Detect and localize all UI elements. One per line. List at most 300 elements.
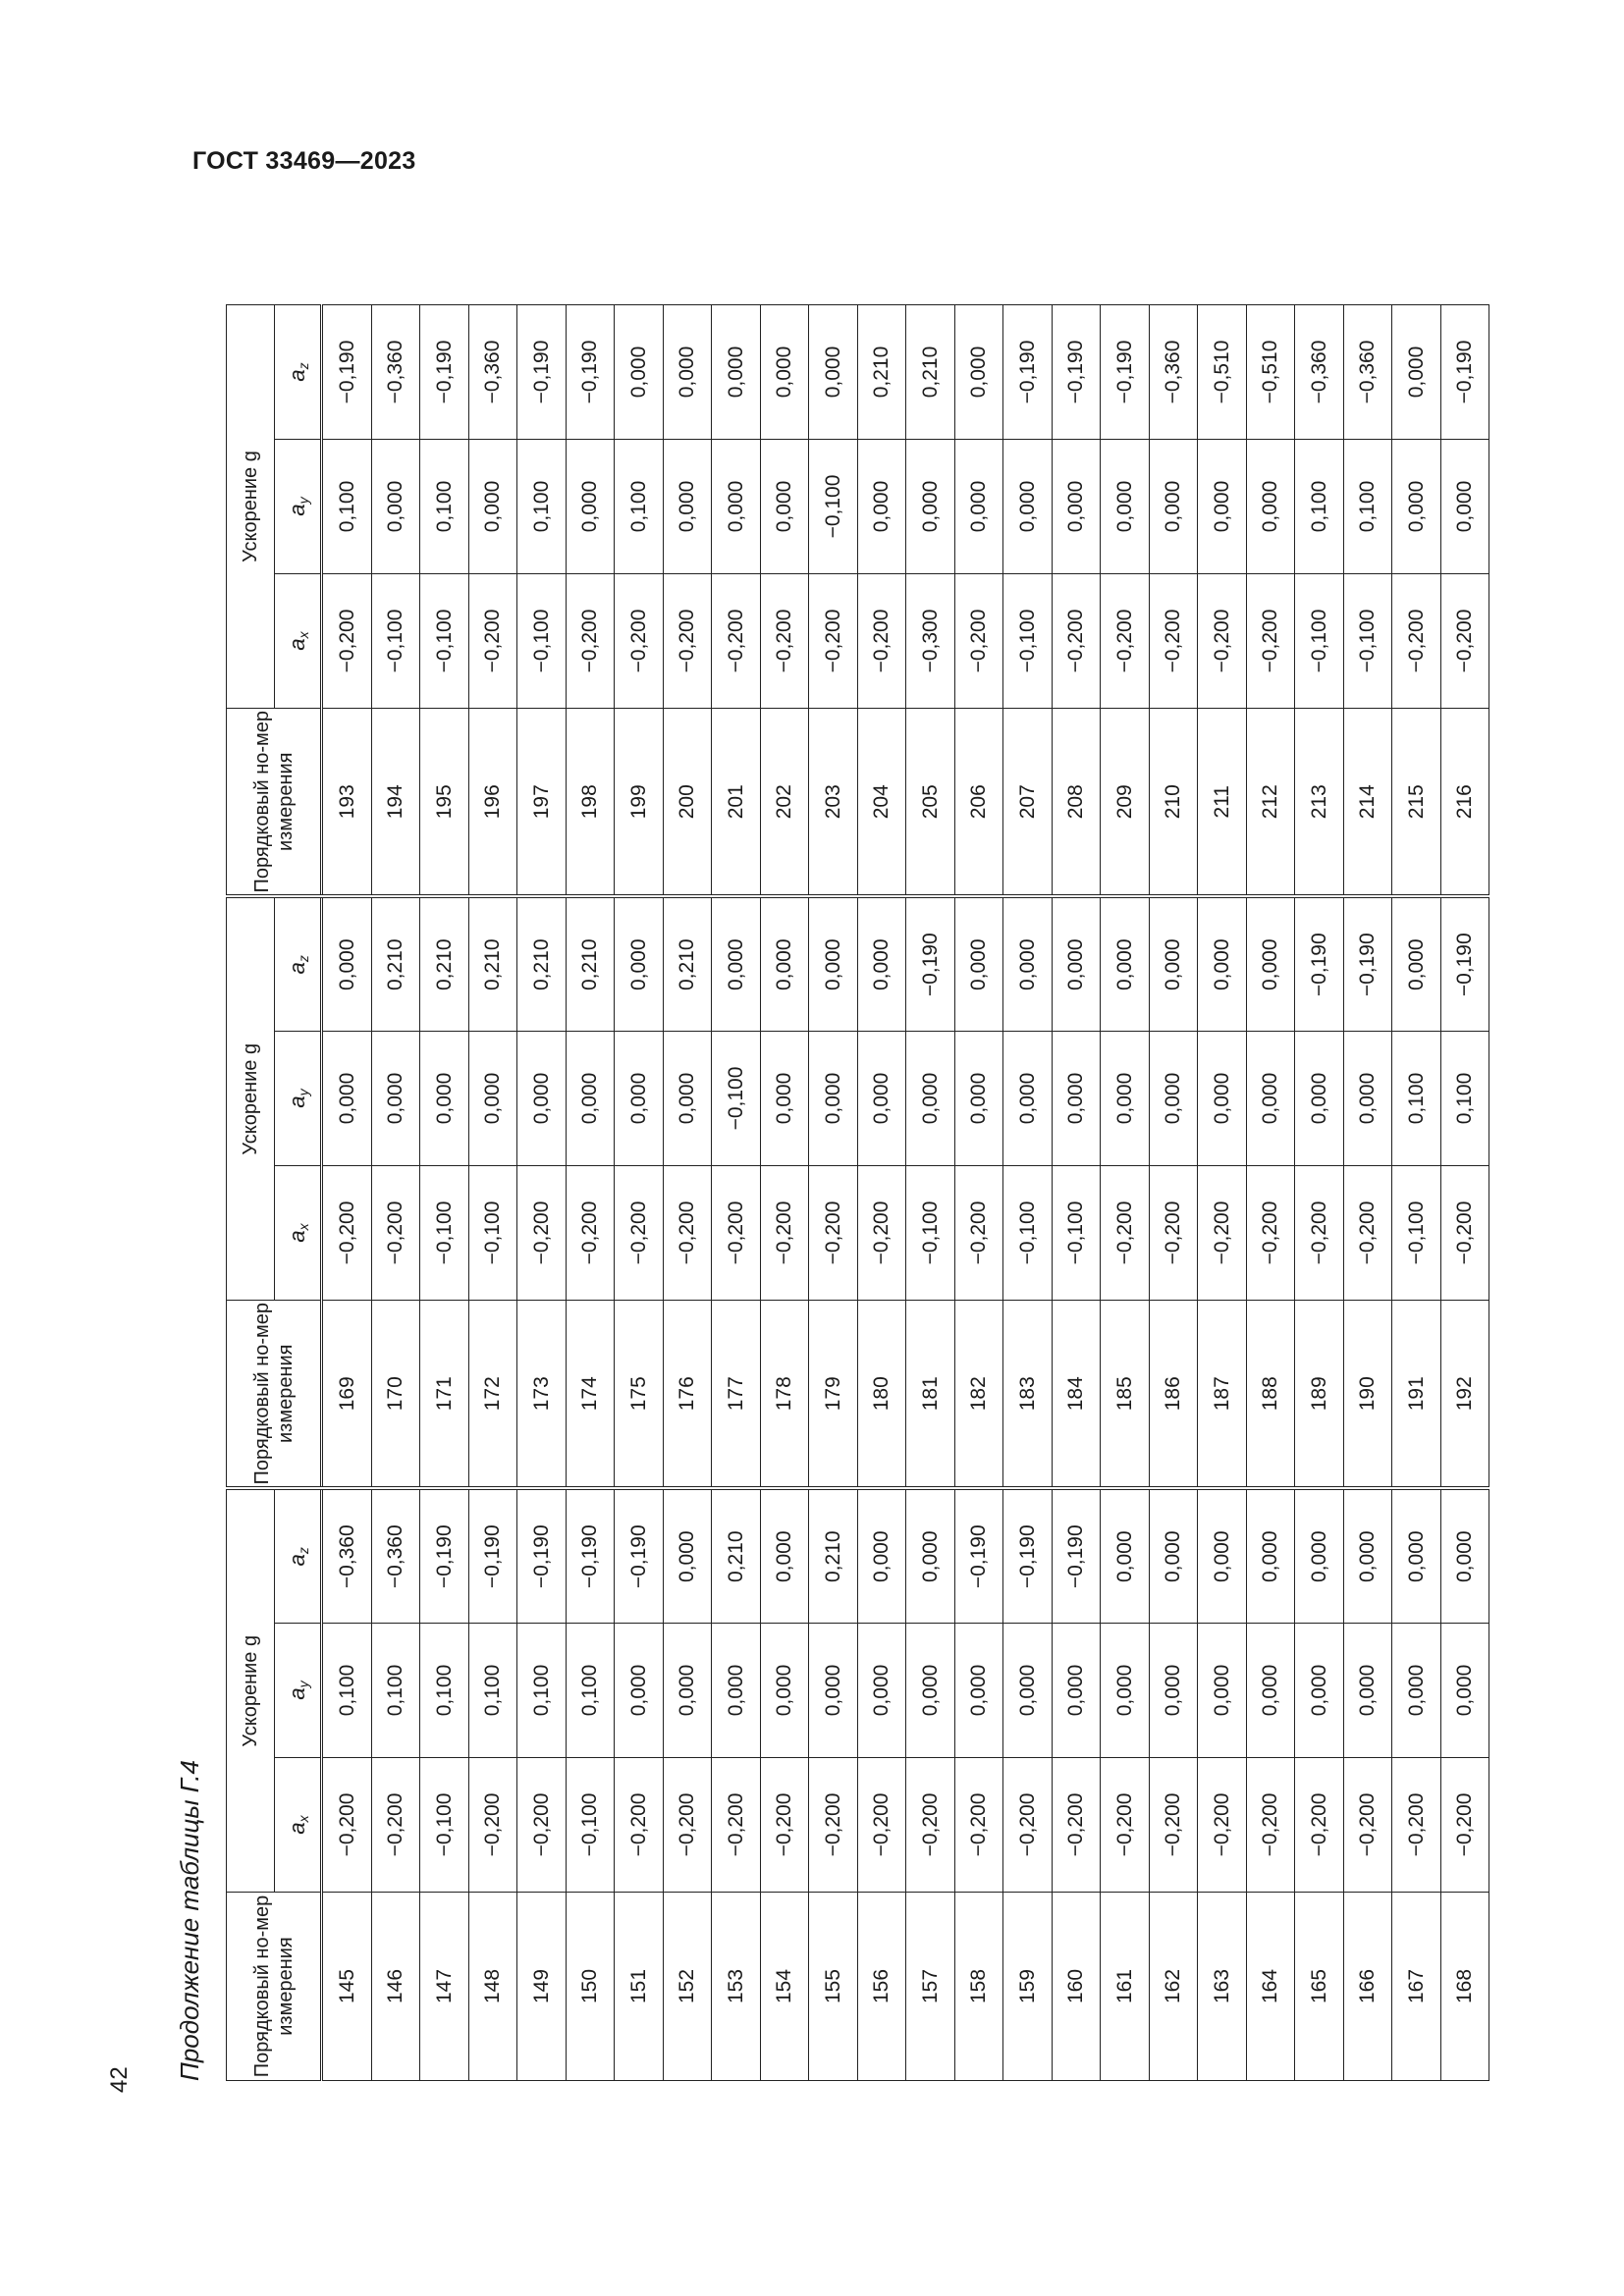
- acceleration-value-cell: 0,000: [857, 1032, 906, 1166]
- acceleration-value-cell: −0,200: [566, 574, 615, 709]
- acceleration-value-cell: 0,000: [809, 1624, 858, 1758]
- measurement-number-cell: 176: [663, 1301, 712, 1489]
- table-row: [1003, 305, 1053, 2081]
- measurement-number-cell: 204: [857, 709, 906, 897]
- header-acceleration-component: [275, 1624, 322, 1758]
- acceleration-value-cell: 0,000: [760, 1032, 809, 1166]
- measurement-number-cell: 198: [566, 709, 615, 897]
- table-row: [566, 305, 615, 2081]
- measurement-number-cell: 178: [760, 1301, 809, 1489]
- acceleration-value-cell: 0,000: [371, 1032, 420, 1166]
- acceleration-value-cell: 0,000: [663, 440, 712, 574]
- acceleration-value-cell: 0,000: [663, 1489, 712, 1624]
- acceleration-value-cell: 0,100: [1343, 440, 1392, 574]
- acceleration-value-cell: −0,190: [517, 1489, 567, 1624]
- acceleration-value-cell: −0,190: [1003, 305, 1053, 440]
- acceleration-value-cell: 0,000: [760, 1489, 809, 1624]
- acceleration-value-cell: −0,360: [1149, 305, 1198, 440]
- measurement-number-cell: 181: [906, 1301, 955, 1489]
- measurement-number-cell: 196: [468, 709, 517, 897]
- acceleration-value-cell: −0,200: [857, 1166, 906, 1301]
- measurement-number-cell: 187: [1198, 1301, 1247, 1489]
- measurement-number-cell: 185: [1101, 1301, 1150, 1489]
- measurement-number-cell: 157: [906, 1893, 955, 2081]
- acceleration-value-cell: 0,000: [468, 440, 517, 574]
- acceleration-value-cell: −0,360: [468, 305, 517, 440]
- acceleration-value-cell: −0,100: [1003, 574, 1053, 709]
- measurement-number-cell: 210: [1149, 709, 1198, 897]
- acceleration-value-cell: 0,000: [615, 305, 664, 440]
- acceleration-value-cell: −0,200: [615, 1758, 664, 1893]
- component-symbol: a: [284, 1230, 309, 1243]
- acceleration-value-cell: −0,190: [1101, 305, 1150, 440]
- acceleration-value-cell: 0,000: [1198, 440, 1247, 574]
- acceleration-value-cell: −0,300: [906, 574, 955, 709]
- acceleration-value-cell: 0,000: [954, 1032, 1003, 1166]
- acceleration-value-cell: −0,190: [566, 1489, 615, 1624]
- component-symbol: a: [284, 962, 309, 975]
- component-index: z: [295, 362, 311, 370]
- measurement-number-cell: 154: [760, 1893, 809, 2081]
- acceleration-value-cell: −0,200: [1198, 574, 1247, 709]
- acceleration-value-cell: 0,000: [1392, 305, 1441, 440]
- acceleration-value-cell: −0,200: [954, 1758, 1003, 1893]
- component-index: z: [295, 1547, 311, 1555]
- acceleration-value-cell: 0,000: [1052, 897, 1101, 1032]
- acceleration-value-cell: −0,200: [468, 1758, 517, 1893]
- acceleration-value-cell: −0,200: [760, 574, 809, 709]
- acceleration-value-cell: 0,000: [615, 1032, 664, 1166]
- table-row: [322, 305, 372, 2081]
- acceleration-value-cell: 0,000: [1295, 1489, 1344, 1624]
- acceleration-value-cell: −0,200: [371, 1166, 420, 1301]
- acceleration-value-cell: 0,000: [663, 305, 712, 440]
- measurement-number-cell: 162: [1149, 1893, 1198, 2081]
- acceleration-value-cell: 0,000: [1149, 1032, 1198, 1166]
- measurement-number-cell: 208: [1052, 709, 1101, 897]
- table-row: [954, 305, 1003, 2081]
- acceleration-value-cell: 0,000: [1392, 897, 1441, 1032]
- measurement-number-cell: 158: [954, 1893, 1003, 2081]
- acceleration-value-cell: 0,000: [1198, 1489, 1247, 1624]
- acceleration-value-cell: −0,200: [809, 1166, 858, 1301]
- acceleration-value-cell: −0,100: [809, 440, 858, 574]
- measurement-number-cell: 165: [1295, 1893, 1344, 2081]
- acceleration-value-cell: 0,210: [809, 1489, 858, 1624]
- measurement-number-cell: 164: [1246, 1893, 1295, 2081]
- measurement-number-cell: 168: [1440, 1893, 1489, 2081]
- acceleration-value-cell: 0,000: [1440, 1489, 1489, 1624]
- acceleration-value-cell: −0,200: [857, 574, 906, 709]
- acceleration-value-cell: 0,000: [1246, 1624, 1295, 1758]
- page-number: 42: [106, 2066, 133, 2093]
- acceleration-value-cell: −0,190: [420, 1489, 469, 1624]
- measurement-number-cell: 194: [371, 709, 420, 897]
- acceleration-value-cell: 0,000: [712, 897, 761, 1032]
- table-row: [1101, 305, 1150, 2081]
- table-row: [371, 305, 420, 2081]
- header-acceleration-component: [275, 305, 322, 440]
- measurement-number-cell: 163: [1198, 1893, 1247, 2081]
- acceleration-value-cell: 0,210: [663, 897, 712, 1032]
- table-row: [1149, 305, 1198, 2081]
- table-row: [1052, 305, 1101, 2081]
- measurement-number-cell: 192: [1440, 1301, 1489, 1489]
- acceleration-value-cell: −0,100: [1392, 1166, 1441, 1301]
- acceleration-value-cell: −0,200: [1052, 574, 1101, 709]
- measurement-number-cell: 174: [566, 1301, 615, 1489]
- acceleration-value-cell: −0,200: [517, 1166, 567, 1301]
- acceleration-value-cell: 0,000: [1101, 1489, 1150, 1624]
- measurement-number-cell: 188: [1246, 1301, 1295, 1489]
- acceleration-value-cell: 0,100: [615, 440, 664, 574]
- acceleration-value-cell: −0,200: [517, 1758, 567, 1893]
- component-symbol: a: [284, 1554, 309, 1567]
- acceleration-value-cell: 0,100: [1392, 1032, 1441, 1166]
- acceleration-value-cell: 0,000: [1295, 1624, 1344, 1758]
- measurement-number-cell: 172: [468, 1301, 517, 1489]
- acceleration-value-cell: 0,100: [420, 440, 469, 574]
- acceleration-value-cell: −0,200: [1149, 574, 1198, 709]
- measurement-number-cell: 214: [1343, 709, 1392, 897]
- measurement-number-cell: 215: [1392, 709, 1441, 897]
- acceleration-value-cell: 0,210: [371, 897, 420, 1032]
- table-row: [1440, 305, 1489, 2081]
- acceleration-value-cell: 0,000: [1246, 1032, 1295, 1166]
- acceleration-value-cell: 0,000: [1052, 1624, 1101, 1758]
- acceleration-value-cell: 0,000: [760, 1624, 809, 1758]
- acceleration-value-cell: 0,000: [1392, 440, 1441, 574]
- acceleration-value-cell: 0,000: [663, 1624, 712, 1758]
- acceleration-value-cell: 0,100: [1295, 440, 1344, 574]
- acceleration-value-cell: 0,100: [322, 440, 372, 574]
- acceleration-value-cell: 0,000: [1392, 1489, 1441, 1624]
- measurement-number-cell: 149: [517, 1893, 567, 2081]
- acceleration-value-cell: 0,000: [712, 1624, 761, 1758]
- measurement-number-cell: 156: [857, 1893, 906, 2081]
- measurement-number-cell: 152: [663, 1893, 712, 2081]
- acceleration-value-cell: 0,000: [712, 440, 761, 574]
- acceleration-value-cell: −0,190: [1343, 897, 1392, 1032]
- acceleration-value-cell: −0,200: [954, 574, 1003, 709]
- header-measurement-number: Порядковый но-мер измерения: [227, 1301, 322, 1489]
- acceleration-value-cell: 0,000: [1440, 1624, 1489, 1758]
- acceleration-value-cell: −0,360: [371, 305, 420, 440]
- header-acceleration-component: [275, 897, 322, 1032]
- header-acceleration-component: [275, 440, 322, 574]
- acceleration-value-cell: 0,000: [954, 440, 1003, 574]
- acceleration-value-cell: −0,190: [954, 1489, 1003, 1624]
- acceleration-value-cell: 0,000: [322, 897, 372, 1032]
- measurement-number-cell: 211: [1198, 709, 1247, 897]
- acceleration-value-cell: 0,000: [566, 440, 615, 574]
- header-acceleration-component: [275, 1032, 322, 1166]
- acceleration-value-cell: 0,000: [712, 305, 761, 440]
- measurement-number-cell: 161: [1101, 1893, 1150, 2081]
- table-body: [322, 305, 1489, 2081]
- acceleration-value-cell: 0,100: [566, 1624, 615, 1758]
- document-header: ГОСТ 33469—2023: [192, 147, 416, 175]
- acceleration-value-cell: −0,190: [1052, 1489, 1101, 1624]
- acceleration-value-cell: 0,100: [420, 1624, 469, 1758]
- acceleration-value-cell: −0,100: [1295, 574, 1344, 709]
- measurement-number-cell: 183: [1003, 1301, 1053, 1489]
- acceleration-value-cell: 0,000: [1149, 897, 1198, 1032]
- acceleration-value-cell: 0,000: [615, 1624, 664, 1758]
- component-symbol: a: [284, 638, 309, 651]
- acceleration-value-cell: 0,000: [1101, 1032, 1150, 1166]
- rotated-table-block: [106, 226, 1492, 2093]
- measurement-number-cell: 160: [1052, 1893, 1101, 2081]
- measurement-number-cell: 184: [1052, 1301, 1101, 1489]
- acceleration-value-cell: 0,100: [517, 440, 567, 574]
- measurement-number-cell: 150: [566, 1893, 615, 2081]
- acceleration-value-cell: −0,200: [1246, 574, 1295, 709]
- measurement-number-cell: 203: [809, 709, 858, 897]
- measurement-number-cell: 146: [371, 1893, 420, 2081]
- acceleration-value-cell: −0,100: [1343, 574, 1392, 709]
- header-acceleration-component: [275, 574, 322, 709]
- measurement-number-cell: 212: [1246, 709, 1295, 897]
- acceleration-value-cell: −0,190: [906, 897, 955, 1032]
- acceleration-value-cell: 0,000: [857, 897, 906, 1032]
- header-measurement-number: Порядковый но-мер измерения: [227, 709, 322, 897]
- measurement-number-cell: 170: [371, 1301, 420, 1489]
- acceleration-value-cell: −0,200: [809, 574, 858, 709]
- measurement-number-cell: 189: [1295, 1301, 1344, 1489]
- acceleration-value-cell: −0,360: [1295, 305, 1344, 440]
- component-index: x: [295, 1223, 311, 1231]
- header-measurement-number: Порядковый но-мер измерения: [227, 1893, 322, 2081]
- measurement-number-cell: 190: [1343, 1301, 1392, 1489]
- acceleration-value-cell: −0,100: [1003, 1166, 1053, 1301]
- component-index: y: [295, 1681, 311, 1688]
- acceleration-value-cell: −0,200: [371, 1758, 420, 1893]
- measurement-number-cell: 175: [615, 1301, 664, 1489]
- acceleration-value-cell: −0,100: [906, 1166, 955, 1301]
- acceleration-value-cell: 0,000: [954, 1624, 1003, 1758]
- acceleration-value-cell: 0,000: [1101, 440, 1150, 574]
- acceleration-value-cell: 0,000: [322, 1032, 372, 1166]
- acceleration-value-cell: −0,200: [1440, 574, 1489, 709]
- acceleration-value-cell: −0,200: [1198, 1758, 1247, 1893]
- acceleration-value-cell: −0,200: [712, 1758, 761, 1893]
- acceleration-value-cell: 0,000: [1149, 1489, 1198, 1624]
- acceleration-value-cell: −0,100: [712, 1032, 761, 1166]
- table-row: [857, 305, 906, 2081]
- acceleration-value-cell: 0,000: [615, 897, 664, 1032]
- acceleration-value-cell: −0,360: [322, 1489, 372, 1624]
- component-index: x: [295, 631, 311, 639]
- acceleration-value-cell: −0,190: [1440, 897, 1489, 1032]
- table-row: [663, 305, 712, 2081]
- acceleration-value-cell: −0,100: [517, 574, 567, 709]
- acceleration-value-cell: 0,000: [1101, 897, 1150, 1032]
- component-index: y: [295, 497, 311, 505]
- measurement-number-cell: 166: [1343, 1893, 1392, 2081]
- acceleration-value-cell: −0,200: [1052, 1758, 1101, 1893]
- acceleration-value-cell: −0,200: [615, 1166, 664, 1301]
- measurement-number-cell: 202: [760, 709, 809, 897]
- acceleration-value-cell: −0,190: [566, 305, 615, 440]
- acceleration-value-cell: −0,190: [322, 305, 372, 440]
- measurement-number-cell: 153: [712, 1893, 761, 2081]
- acceleration-value-cell: 0,000: [1003, 897, 1053, 1032]
- table-row: [1295, 305, 1344, 2081]
- measurement-number-cell: 148: [468, 1893, 517, 2081]
- measurement-number-cell: 207: [1003, 709, 1053, 897]
- acceleration-value-cell: 0,000: [760, 440, 809, 574]
- acceleration-value-cell: −0,200: [1149, 1758, 1198, 1893]
- table-head: [227, 305, 322, 2081]
- acceleration-value-cell: 0,210: [517, 897, 567, 1032]
- acceleration-value-cell: 0,000: [857, 1489, 906, 1624]
- acceleration-value-cell: 0,000: [954, 897, 1003, 1032]
- table-row: [468, 305, 517, 2081]
- acceleration-value-cell: −0,200: [760, 1758, 809, 1893]
- acceleration-value-cell: −0,200: [1149, 1166, 1198, 1301]
- acceleration-value-cell: 0,000: [1149, 440, 1198, 574]
- header-acceleration-group: Ускорение g: [227, 305, 275, 709]
- measurement-number-cell: 206: [954, 709, 1003, 897]
- acceleration-value-cell: −0,200: [663, 1758, 712, 1893]
- acceleration-value-cell: −0,190: [1052, 305, 1101, 440]
- acceleration-value-cell: 0,000: [1198, 897, 1247, 1032]
- acceleration-value-cell: −0,190: [468, 1489, 517, 1624]
- table-row: [1198, 305, 1247, 2081]
- acceleration-value-cell: −0,200: [1246, 1758, 1295, 1893]
- acceleration-value-cell: 0,210: [566, 897, 615, 1032]
- acceleration-value-cell: −0,200: [1440, 1166, 1489, 1301]
- component-index: z: [295, 955, 311, 963]
- measurement-number-cell: 182: [954, 1301, 1003, 1489]
- acceleration-value-cell: 0,000: [1052, 440, 1101, 574]
- acceleration-value-cell: −0,200: [954, 1166, 1003, 1301]
- acceleration-value-cell: 0,000: [1003, 440, 1053, 574]
- acceleration-value-cell: 0,100: [517, 1624, 567, 1758]
- acceleration-value-cell: 0,000: [1003, 1624, 1053, 1758]
- acceleration-value-cell: −0,200: [1392, 1758, 1441, 1893]
- measurement-number-cell: 177: [712, 1301, 761, 1489]
- acceleration-value-cell: 0,000: [1052, 1032, 1101, 1166]
- measurement-number-cell: 167: [1392, 1893, 1441, 2081]
- acceleration-value-cell: 0,100: [371, 1624, 420, 1758]
- acceleration-value-cell: −0,200: [760, 1166, 809, 1301]
- table-row: [420, 305, 469, 2081]
- acceleration-value-cell: 0,210: [468, 897, 517, 1032]
- acceleration-value-cell: −0,100: [566, 1758, 615, 1893]
- acceleration-value-cell: −0,190: [517, 305, 567, 440]
- acceleration-value-cell: −0,200: [809, 1758, 858, 1893]
- acceleration-value-cell: 0,100: [468, 1624, 517, 1758]
- acceleration-value-cell: −0,190: [1295, 897, 1344, 1032]
- acceleration-value-cell: −0,200: [1343, 1758, 1392, 1893]
- table-row: [1392, 305, 1441, 2081]
- acceleration-value-cell: −0,200: [468, 574, 517, 709]
- acceleration-value-cell: −0,200: [1392, 574, 1441, 709]
- acceleration-value-cell: −0,510: [1246, 305, 1295, 440]
- acceleration-value-cell: −0,190: [1003, 1489, 1053, 1624]
- acceleration-value-cell: 0,000: [760, 305, 809, 440]
- acceleration-value-cell: 0,000: [566, 1032, 615, 1166]
- acceleration-value-cell: −0,100: [1052, 1166, 1101, 1301]
- acceleration-value-cell: 0,000: [857, 1624, 906, 1758]
- acceleration-value-cell: 0,000: [1003, 1032, 1053, 1166]
- acceleration-value-cell: −0,200: [566, 1166, 615, 1301]
- acceleration-value-cell: 0,210: [857, 305, 906, 440]
- acceleration-value-cell: 0,000: [1392, 1624, 1441, 1758]
- acceleration-value-cell: 0,000: [1149, 1624, 1198, 1758]
- acceleration-value-cell: −0,360: [1343, 305, 1392, 440]
- acceleration-value-cell: −0,100: [420, 574, 469, 709]
- component-symbol: a: [284, 369, 309, 382]
- measurement-number-cell: 180: [857, 1301, 906, 1489]
- table-row: [712, 305, 761, 2081]
- acceleration-value-cell: −0,200: [1246, 1166, 1295, 1301]
- acceleration-value-cell: −0,200: [712, 1166, 761, 1301]
- acceleration-value-cell: −0,200: [712, 574, 761, 709]
- measurement-number-cell: 191: [1392, 1301, 1441, 1489]
- acceleration-value-cell: 0,000: [1198, 1624, 1247, 1758]
- acceleration-value-cell: −0,200: [906, 1758, 955, 1893]
- measurement-number-cell: 179: [809, 1301, 858, 1489]
- measurement-number-cell: 147: [420, 1893, 469, 2081]
- measurement-number-cell: 197: [517, 709, 567, 897]
- acceleration-value-cell: 0,210: [420, 897, 469, 1032]
- acceleration-value-cell: 0,100: [322, 1624, 372, 1758]
- acceleration-value-cell: 0,000: [906, 1489, 955, 1624]
- header-acceleration-group: Ускорение g: [227, 897, 275, 1301]
- acceleration-value-cell: −0,360: [371, 1489, 420, 1624]
- acceleration-value-cell: 0,100: [1440, 1032, 1489, 1166]
- acceleration-value-cell: 0,000: [809, 305, 858, 440]
- acceleration-value-cell: −0,200: [1440, 1758, 1489, 1893]
- acceleration-value-cell: 0,000: [1246, 897, 1295, 1032]
- acceleration-value-cell: 0,000: [1101, 1624, 1150, 1758]
- acceleration-value-cell: −0,190: [1440, 305, 1489, 440]
- acceleration-value-cell: −0,190: [420, 305, 469, 440]
- component-symbol: a: [284, 1687, 309, 1700]
- measurement-number-cell: 209: [1101, 709, 1150, 897]
- acceleration-value-cell: 0,210: [906, 305, 955, 440]
- measurement-number-cell: 213: [1295, 709, 1344, 897]
- acceleration-value-cell: −0,100: [420, 1758, 469, 1893]
- acceleration-value-cell: −0,100: [371, 574, 420, 709]
- acceleration-value-cell: −0,200: [1101, 574, 1150, 709]
- acceleration-value-cell: −0,200: [663, 574, 712, 709]
- header-acceleration-group: Ускорение g: [227, 1489, 275, 1893]
- acceleration-value-cell: −0,200: [857, 1758, 906, 1893]
- acceleration-value-cell: −0,190: [615, 1489, 664, 1624]
- component-index: y: [295, 1089, 311, 1096]
- acceleration-value-cell: −0,200: [322, 574, 372, 709]
- measurement-number-cell: 200: [663, 709, 712, 897]
- acceleration-value-cell: 0,000: [1343, 1489, 1392, 1624]
- measurement-number-cell: 201: [712, 709, 761, 897]
- acceleration-value-cell: −0,200: [1295, 1166, 1344, 1301]
- measurement-number-cell: 205: [906, 709, 955, 897]
- acceleration-value-cell: −0,510: [1198, 305, 1247, 440]
- acceleration-value-cell: 0,000: [906, 440, 955, 574]
- component-symbol: a: [284, 1822, 309, 1835]
- measurement-number-cell: 145: [322, 1893, 372, 2081]
- measurement-number-cell: 216: [1440, 709, 1489, 897]
- acceleration-value-cell: −0,200: [1101, 1758, 1150, 1893]
- acceleration-value-cell: −0,200: [663, 1166, 712, 1301]
- acceleration-value-cell: −0,200: [1003, 1758, 1053, 1893]
- measurement-number-cell: 171: [420, 1301, 469, 1489]
- measurement-number-cell: 195: [420, 709, 469, 897]
